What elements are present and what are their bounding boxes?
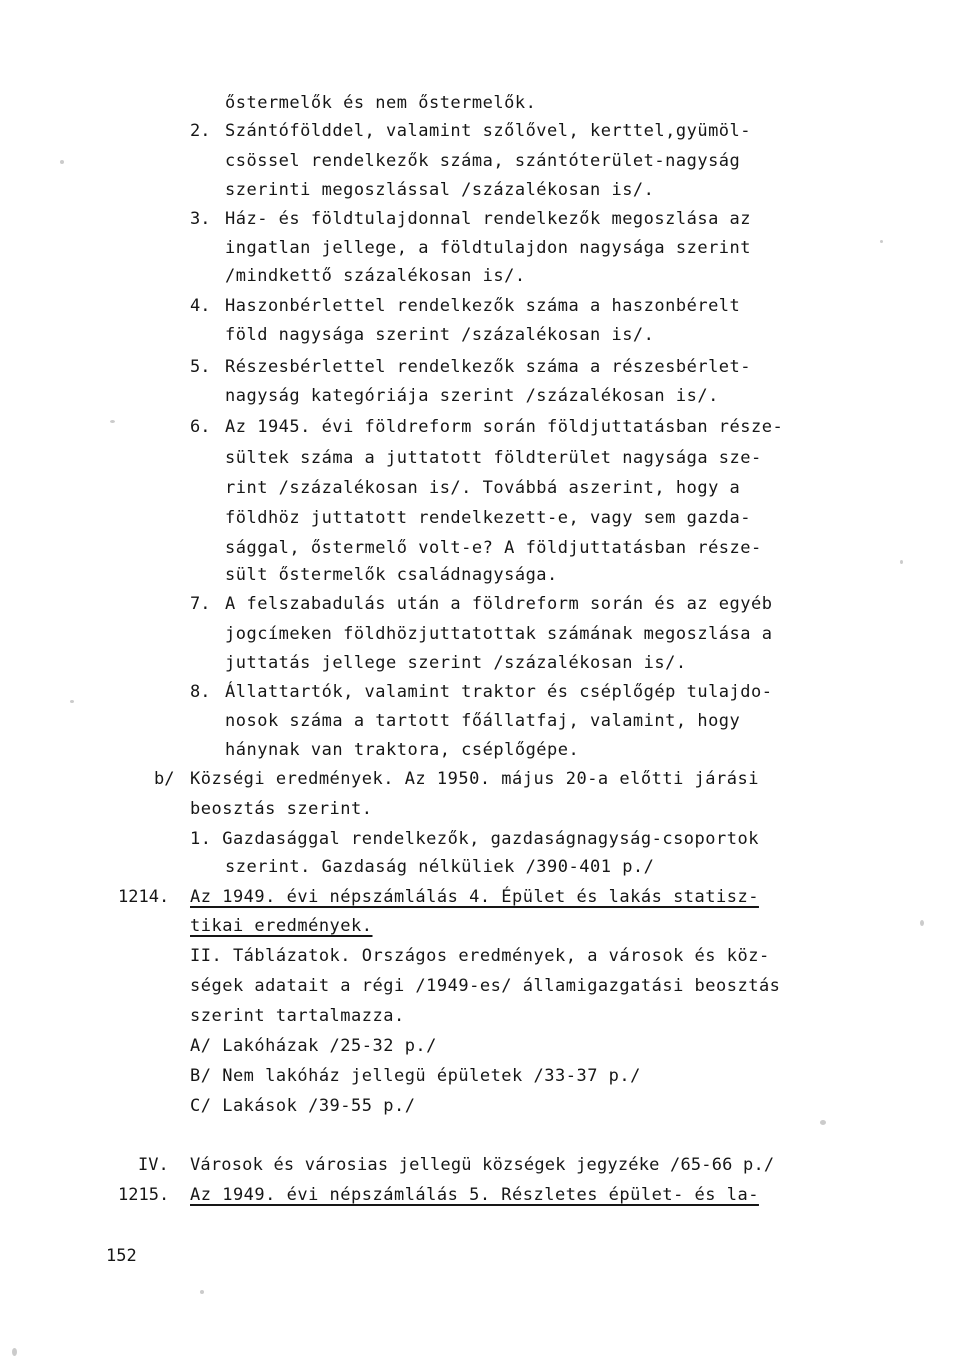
scan-speck (12, 1348, 17, 1356)
text-line: szerinti megoszlással /százalékosan is/. (225, 180, 655, 200)
text-line: Szántófölddel, valamint szőlővel, kerttel,gyümöl- (225, 121, 752, 141)
text-line: sültek száma a juttatott földterület nagysága sze- (225, 448, 762, 468)
item-number: 7. (190, 594, 211, 614)
text-line: beosztás szerint. (190, 799, 373, 819)
text-line: nosok száma a tartott főállatfaj, valamint, hogy (225, 711, 741, 731)
text-line: föld nagysága szerint /százalékosan is/. (225, 325, 655, 345)
item-number: 5. (190, 357, 211, 377)
scan-speck (70, 700, 74, 703)
text-line: C/ Lakások /39-55 p./ (190, 1096, 416, 1116)
scan-speck (920, 920, 924, 926)
text-line: jogcímeken földhözjuttatottak számának megoszlása a (225, 624, 773, 644)
text-line: II. Táblázatok. Országos eredmények, a városok és köz- (190, 946, 770, 966)
text-line: őstermelők és nem őstermelők. (225, 93, 537, 113)
entry-title: Az 1949. évi népszámlálás 4. Épület és lakás statisz- (190, 887, 759, 907)
scan-speck (60, 160, 64, 164)
text-line: sült őstermelők családnagysága. (225, 565, 558, 585)
text-line: szerint. Gazdaság nélküliek /390-401 p./ (225, 857, 655, 877)
scan-speck (880, 240, 883, 243)
text-line: Ház- és földtulajdonnal rendelkezők megoszlása az (225, 209, 752, 229)
text-line: rint /százalékosan is/. Továbbá aszerint, hogy a (225, 478, 741, 498)
page-number: 152 (106, 1246, 137, 1266)
scan-speck (820, 1120, 826, 1125)
item-number: 8. (190, 682, 211, 702)
entry-title: tikai eredmények. (190, 916, 373, 936)
item-number: 2. (190, 121, 211, 141)
text-line: /mindkettő százalékosan is/. (225, 266, 526, 286)
item-number: 4. (190, 296, 211, 316)
text-line: Részesbérlettel rendelkezők száma a részesbérlet- (225, 357, 752, 377)
entry-number: 1214. (118, 887, 170, 907)
item-number: b/ (154, 769, 175, 789)
item-number: 3. (190, 209, 211, 229)
text-line: A/ Lakóházak /25-32 p./ (190, 1036, 437, 1056)
text-line: 1. Gazdasággal rendelkezők, gazdaságnagyság-csoportok (190, 829, 759, 849)
text-line: ségek adatait a régi /1949-es/ államigazgatási beosztás (190, 976, 781, 996)
text-line: Haszonbérlettel rendelkezők száma a haszonbérelt (225, 296, 741, 316)
text-line: Az 1945. évi földreform során földjuttatásban része- (225, 417, 784, 437)
text-line: nagyság kategóriája szerint /százalékosan is/. (225, 386, 719, 406)
scan-speck (110, 420, 115, 423)
item-number: 6. (190, 417, 211, 437)
text-line: hánynak van traktora, cséplőgépe. (225, 740, 580, 760)
item-number: IV. (138, 1155, 169, 1175)
text-line: A felszabadulás után a földreform során és az egyéb (225, 594, 773, 614)
scan-speck (900, 560, 903, 564)
text-line: Állattartók, valamint traktor és cséplőgép tulajdo- (225, 682, 773, 702)
text-line: földhöz juttatott rendelkezett-e, vagy sem gazda- (225, 508, 752, 528)
text-line: szerint tartalmazza. (190, 1006, 405, 1026)
text-line: sággal, őstermelő volt-e? A földjuttatásban része- (225, 538, 762, 558)
scan-speck (200, 1290, 204, 1294)
text-line: Városok és városias jellegü községek jegyzéke /65-66 p./ (190, 1155, 775, 1175)
text-line: csössel rendelkezők száma, szántóterület-nagyság (225, 151, 741, 171)
text-line: juttatás jellege szerint /százalékosan is/. (225, 653, 687, 673)
text-line: Községi eredmények. Az 1950. május 20-a előtti járási (190, 769, 759, 789)
text-line: ingatlan jellege, a földtulajdon nagysága szerint (225, 238, 752, 258)
text-line: B/ Nem lakóház jellegü épületek /33-37 p./ (190, 1066, 641, 1086)
entry-number: 1215. (118, 1185, 170, 1205)
entry-title: Az 1949. évi népszámlálás 5. Részletes épület- és la- (190, 1185, 759, 1205)
